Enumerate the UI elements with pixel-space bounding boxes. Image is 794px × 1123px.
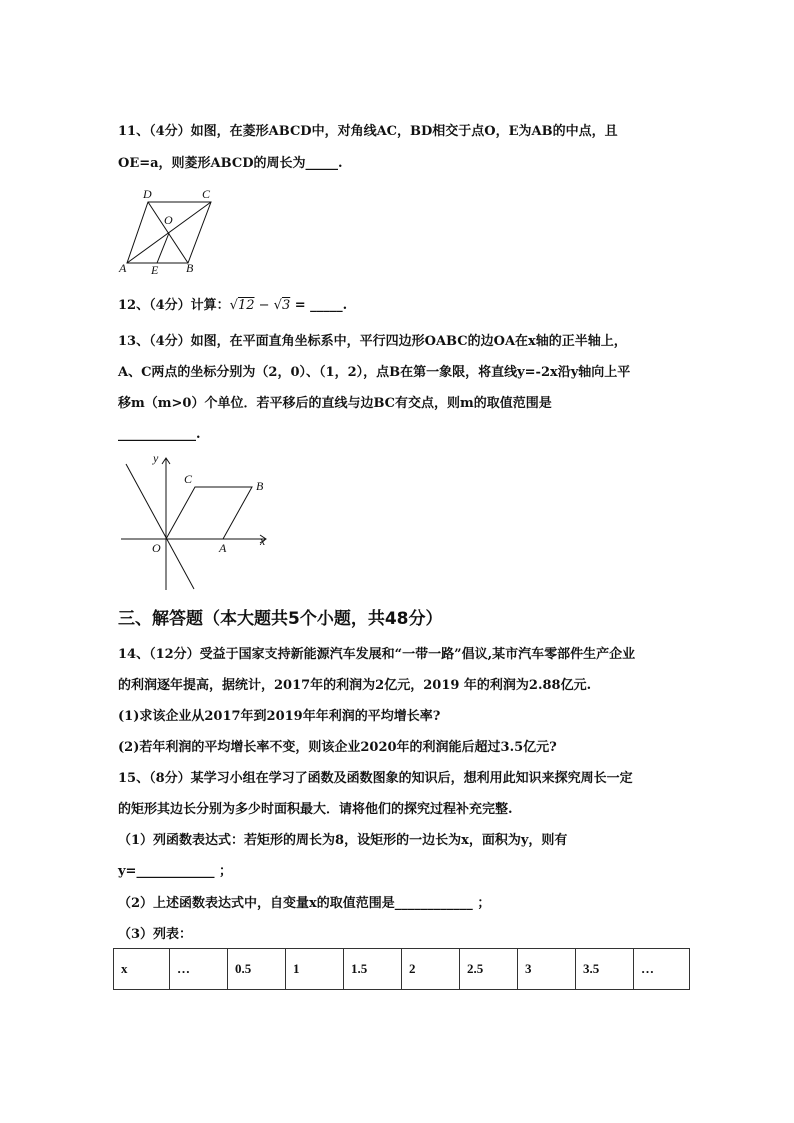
value-table — [113, 948, 690, 990]
sqrt-3-radicand: 3 — [281, 298, 291, 313]
label-b: B — [186, 261, 194, 275]
table-cell: 2.5 — [460, 949, 518, 990]
q15-text-line6: （3）列表： — [118, 927, 193, 942]
table-cell: x — [114, 949, 170, 990]
label-o: O — [152, 541, 161, 555]
q14-text-line3: (1)求该企业从2017年到2019年年利润的平均增长率? — [118, 709, 441, 724]
q12-prefix: 12、（4分）计算： — [118, 298, 230, 313]
q12-suffix: = _____. — [290, 298, 348, 313]
table-cell: 3.5 — [576, 949, 634, 990]
label-a: A — [119, 261, 127, 275]
sqrt-12-radicand: 12 — [237, 298, 255, 313]
q13-text-line2: A、C两点的坐标分别为（2，0）、（1，2），点B在第一象限，将直线y=-2x沿y轴向上平 — [118, 365, 631, 380]
table-row — [114, 949, 690, 990]
q13-text-line3: 移m（m>0）个单位．若平移后的直线与边BC有交点，则m的取值范围是 — [118, 396, 552, 411]
table-cell: 1 — [286, 949, 344, 990]
table-cell: … — [170, 949, 228, 990]
q15-text-line5: （2）上述函数表达式中，自变量x的取值范围是____________ ； — [118, 896, 491, 911]
q12-text — [118, 298, 347, 314]
q13-text-line4: ____________. — [118, 427, 201, 442]
q15-text-line3: （1）列函数表达式：若矩形的周长为8，设矩形的一边长为x，面积为y，则有 — [118, 833, 568, 848]
q15-text-line1: 15、（8分）某学习小组在学习了函数及函数图象的知识后，想利用此知识来探究周长一定 — [118, 771, 633, 786]
table-cell: 0.5 — [228, 949, 286, 990]
q11-text-line2: OE=a，则菱形ABCD的周长为_____. — [118, 156, 343, 171]
label-o: O — [164, 213, 173, 227]
label-y: y — [153, 451, 159, 465]
sqrt-12: √12 — [229, 298, 255, 313]
coordinate-figure — [118, 450, 278, 595]
sqrt-3: √3 — [273, 298, 291, 313]
q15-text-line2: 的矩形其边长分别为多少时面积最大．请将他们的探究过程补充完整. — [118, 802, 513, 817]
label-e: E — [151, 263, 159, 277]
label-b: B — [256, 479, 264, 493]
table-cell: 2 — [402, 949, 460, 990]
q14-text-line4: (2)若年利润的平均增长率不变，则该企业2020年的利润能后超过3.5亿元? — [118, 740, 557, 755]
table-cell: 3 — [518, 949, 576, 990]
rhombus-figure — [115, 185, 225, 280]
q14-text-line2: 的利润逐年提高，据统计，2017年的利润为2亿元，2019 年的利润为2.88亿元. — [118, 678, 592, 693]
q13-text-line1: 13、（4分）如图，在平面直角坐标系中，平行四边形OABC的边OA在x轴的正半轴上， — [118, 334, 627, 349]
label-a: A — [219, 541, 227, 555]
q12-minus: − — [254, 298, 274, 313]
table-cell: … — [634, 949, 690, 990]
label-x: x — [260, 534, 266, 548]
q11-text-line1: 11、（4分）如图，在菱形ABCD中，对角线AC，BD相交于点O，E为AB的中点，且 — [118, 124, 618, 139]
label-c: C — [184, 472, 193, 486]
q14-text-line1: 14、（12分）受益于国家支持新能源汽车发展和“一带一路”倡议,某市汽车零部件生产企业 — [118, 647, 636, 662]
q15-text-line4: y=____________ ； — [118, 864, 232, 879]
label-c: C — [202, 187, 211, 201]
label-d: D — [143, 187, 152, 201]
section-heading: 三、解答题（本大题共5个小题，共48分） — [118, 609, 443, 629]
table-cell: 1.5 — [344, 949, 402, 990]
